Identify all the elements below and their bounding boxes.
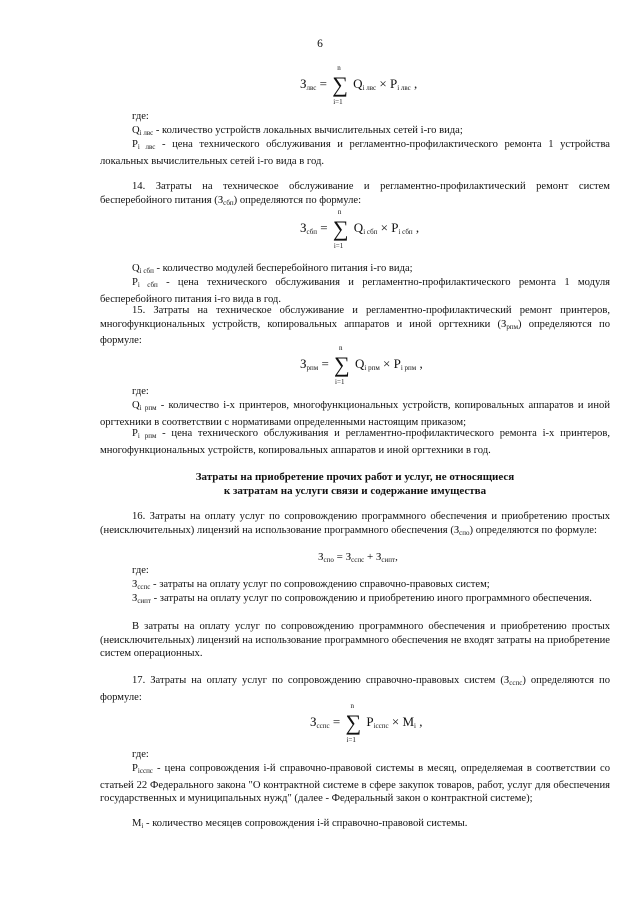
- formula-spo: $З_{спо} = З_{сспс} + З_{сипт}$,: [318, 551, 398, 564]
- def-q-sbp: $Q_{i сбп}$ - количество модулей бесперебойного питания i-го вида;: [132, 263, 413, 275]
- paragraph-16: 16. Затраты на оплату услуг по сопровождению программного обеспечения и приобретению простых (неисключительных) лицензий на использование программного обеспечения $(З_{спо})$ определяются по формуле:: [100, 511, 610, 537]
- def-p-lvs: $P_{i лвс}$ - цена технического обслуживания и регламентно-профилактического ремонта 1 устройства локальных вычислительных сетей i-го вида в год.: [100, 139, 611, 167]
- formula-sbp: $З_{сбп}$ = ∑ n i=1 $Q_{i сбп} \times P_{i сбп}$ ,: [300, 208, 420, 250]
- section-heading-line2: к затратам на услуги связи и содержание имущества: [223, 485, 487, 497]
- def-q-lvs: $Q_{i лвс}$ - количество устройств локальных вычислительных сетей i-го вида;: [132, 125, 463, 137]
- where-label: где:: [132, 386, 149, 397]
- paragraph-17: 17. Затраты на оплату услуг по сопровождению справочно-правовых систем $(З_{сспс})$ определяются по формуле:: [100, 675, 610, 703]
- def-m: $M_i$ - количество месяцев сопровождения i-й справочно-правовой системы.: [132, 818, 468, 830]
- formula-rpm: $З_{рпм}$ = ∑ n i=1 $Q_{i рпм} \times P_{i рпм}$ ,: [300, 344, 423, 386]
- where-label: где:: [132, 749, 149, 760]
- section-heading-line1: Затраты на приобретение прочих работ и услуг, не относящиеся: [195, 471, 515, 483]
- page-number: 6: [317, 38, 323, 50]
- def-q-rpm: $Q_{i рпм}$ - количество i-х принтеров, многофункциональных устройств, копировальных аппаратов и иной оргтехники в соответствии с нормативами определенными настоящим приказом;: [100, 400, 610, 428]
- def-sipt: $З_{сипт}$ - затраты на оплату услуг по сопровождению и приобретению иного программного обеспечения.: [132, 593, 592, 605]
- def-sspc: $З_{сспс}$ - затраты на оплату услуг по сопровождению справочно-правовых систем;: [132, 579, 490, 591]
- paragraph-16-note: В затраты на оплату услуг по сопровождению программного обеспечения и приобретению простых (неисключительных) лицензий на использование программного обеспечения не входят затраты на приобретение систем операционных.: [100, 621, 610, 660]
- where-label: где:: [132, 111, 149, 122]
- def-p-rpm: $P_{i рпм}$ - цена технического обслуживания и регламентно-профилактического ремонта i-х принтеров, многофункциональных устройств, копировальных аппаратов и иной оргтехники в год.: [100, 428, 610, 456]
- def-p-sbp: $P_{i сбп}$ - цена технического обслуживания и регламентно-профилактического ремонта 1 модуля бесперебойного питания i-го вида в год.: [100, 277, 610, 305]
- formula-lvs: $З_{лвс}$ = ∑ n i=1 $Q_{i лвс} \times P_{i лвс}$ ,: [300, 64, 418, 106]
- paragraph-15: 15. Затраты на техническое обслуживание и регламентно-профилактический ремонт принтеров, многофункциональных устройств, копировальных аппаратов и иной оргтехники $(З_{рпм})$ определяются по формуле:: [100, 305, 610, 347]
- paragraph-14: 14. Затраты на техническое обслуживание и регламентно-профилактический ремонт систем бесперебойного питания $(З_{сбп})$ определяются по формуле:: [100, 181, 610, 207]
- formula-sspc: $З_{сспс}$ = ∑ n i=1 $P_{iсспс} \times M_i$ ,: [310, 702, 423, 744]
- where-label: где:: [132, 565, 149, 576]
- def-p-sspc: $P_{iсспс}$ - цена сопровождения i-й справочно-правовой системы в месяц, определяемая в соответствии со статьей 22 Федерального закона "О контрактной системе в сфере закупок товаров, работ, услуг для обеспечения государственных и муниципальных нужд" (далее - Федеральный закон о контрактной системе);: [100, 763, 610, 805]
